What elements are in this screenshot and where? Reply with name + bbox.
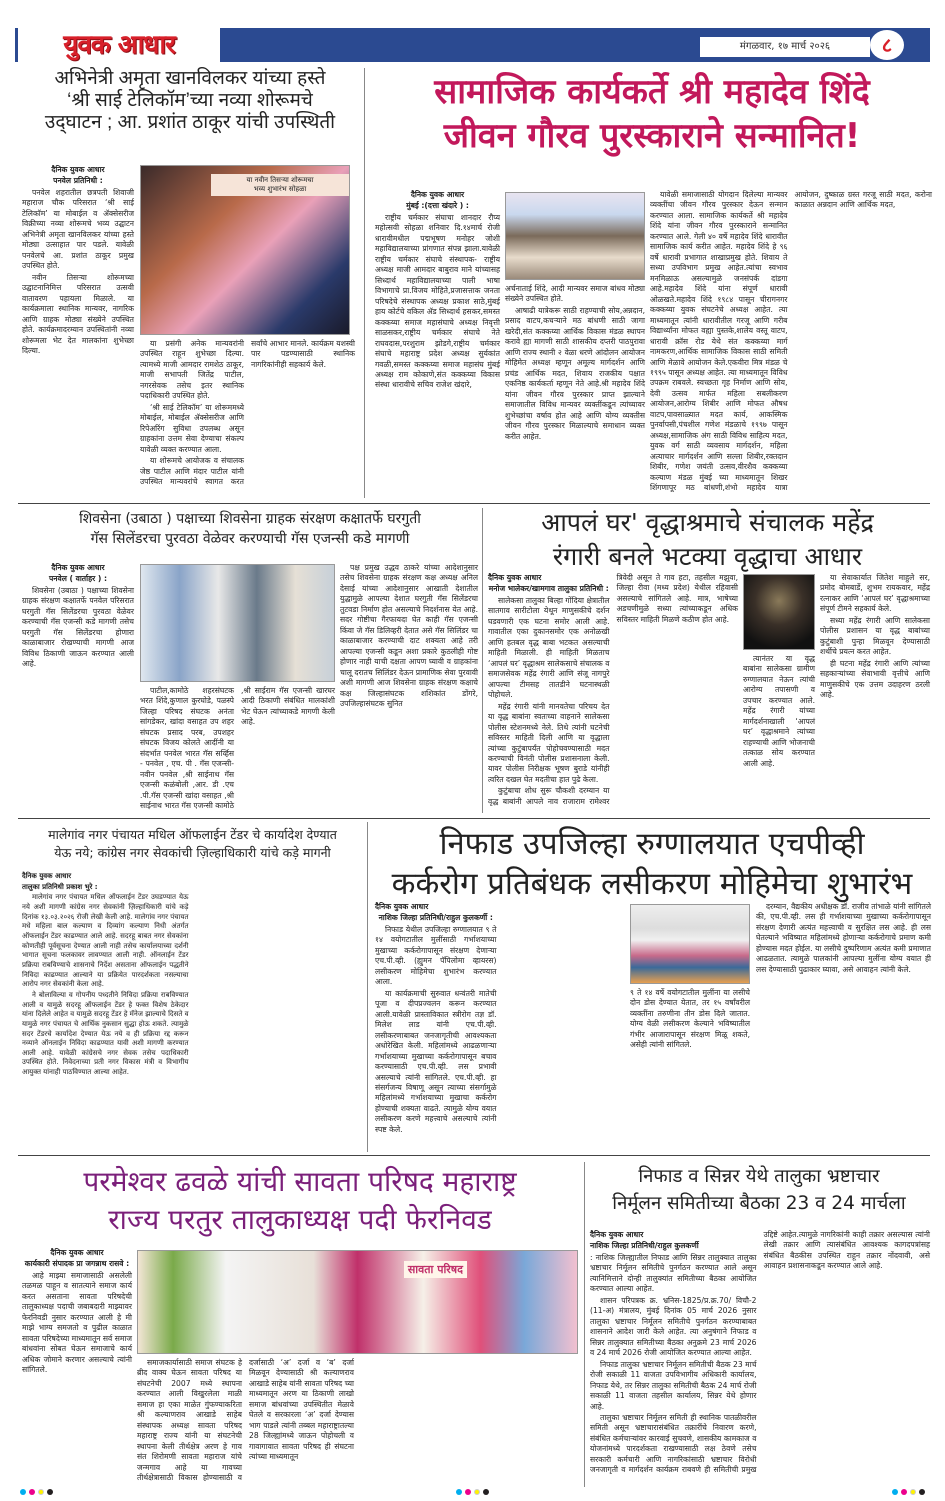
article-3-col1: दैनिक युवक आधार पनवेल ( वार्ताहर ) : शिवसेना (उबाठा ) पक्षाच्या शिवसेना ग्राहक संरक्षण कक्षातर्फे पनवेल परिसरात घरगुती गॅस सिलेंडरचा पुरवठा वेळेवर करण्याची गॅस एजन्सी कडे मागणी तसेच घरगुती गॅस सिलेंडरचा होणारा काळाबाजार रोखण्याची मागणी आज विविध ठिकाणी जाऊन करण्यात आली आहे.: [22, 563, 134, 669]
article-2-headline: सामाजिक कार्यकर्ते श्री महादेव शिंदे जीवन गौरव पुरस्काराने सन्मानित!: [434, 72, 870, 157]
article-3-col2: पाटील,कामोठे शहरसंघटक भरत शिंदे,कुणाल कुरघोडे, पळस्पे जिल्हा परिषद संघटक अनंता सांगडेकर, खांदा वसाहत उप शहर संघटक प्रसाद परब, उपशहर संघटक विजय कोलते आदींनी या संदर्भात पनवेल भारत गॅस सर्व्हिस - पनवेल , एच. पी . गॅस एजन्सी- नवीन पनवेल ,श्री साईनाथ गॅस एजन्सी कळंबोली ,आर. डी .एच .पी.गॅस एजन्सी खांदा वसाहत ,श्री साईनाथ भारत गॅस एजन्सी कामोठे ,श्री साईराम गॅस एजन्सी खारघर आदी ठिकाणी संबंधित मालकांशी भेट घेऊन त्यांच्याकडे मागणी केली आहे.: [140, 686, 335, 811]
article-3-headline: शिवसेना (उबाठा ) पक्षाच्या शिवसेना ग्राहक संरक्षण कक्षातर्फे घरगुती गॅस सिलेंडरचा पुरवठा वेळेवर करण्याची गॅस एजन्सी कडे मागणी: [79, 511, 421, 547]
article-2-col3-4: यावेळी समाजासाठी योगदान दिलेल्या मान्यवर व्यक्तींचा जीवन गौरव पुरस्कार देऊन सन्मान करण्यात आला. सामाजिक कार्यकर्ते श्री महादेव शिंदे यांना जीवन गौरव पुरस्काराने सन्मानित करण्यात आले. गेली ४० वर्षे महादेव शिंदे धारावीत सामाजिक कार्य करीत आहेत. महादेव शिंदे हे ९६ वर्षे धारावी प्रभागात शाखाप्रमुख होते. शिवाय ते सध्या उपविभाग प्रमुख आहेत.त्यांचा स्वभाव मनमिळाऊ असल्यामुळे जनसंपर्क दांडगा आहे.महादेव शिंदे यांना संपूर्ण धारावी ओळखते.महादेव शिंदे १९८४ पासून चीरागनगर कक्कय्या युवक संघटनेचे अध्यक्ष आहेत. त्या माध्यमातून त्यांनी धारावीतील गरजू आणि गरीब विद्यार्थ्यांना मोफत वह्या पुस्तके,शालेय वस्तू वाटप, धारावी क्रॉस रोड येथे संत कक्कय्या मार्ग नामकरण,आर्थिक सामाजिक विकास साठी समिती आणि मेळावे आयोजन केले.एकवीरा मित्र मंडळ चे १९९५ पासून अध्यक्ष आहेत. त्या माध्यमातून विविध उपक्रम राबवले. स्वच्छता गृह निर्माण आणि सोय, देवी उत्सव मार्फत महिला सबलीकरण आयोजन,आरोग्य शिबीर आणि मोफत औषध वाटप,पावसाळ्यात मदत कार्य, आकस्मिक पुनर्वापसी,पंचशील गणेश मंडळाचे १९९७ पासून अध्यक्ष,सामाजिक अंग साठी विविध साहित्य मदत, युवक वर्ग साठी व्यवसाय मार्गदर्शन, महिला अत्याचार मार्गदर्शन आणि सल्ला शिबीर,रक्तदान शिबीर, गणेश जयंती उत्सव,वीरशैव कक्कय्या कल्याण मंडळ मुंबई च्या माध्यमातून शिखर शिंगणापूर मठ बांधणी,शंभो महादेव यात्रा आयोजन, दुष्काळ ग्रस्त गरजू साठी मदत, करोना काळात अन्नदान आणि आर्थिक मदत,: [650, 190, 932, 493]
article-4-col3: त्यानंतर या वृद्ध बाबांना सालेकसा ग्रामीण रुग्णालयात नेऊन त्यांची आरोग्य तपासणी व उपचार करण्यात आले. महेंद्र रंगारी यांच्या मार्गदर्शनाखाली ‘आपलं घर’ वृद्धाश्रमाने त्यांच्या राहण्याची आणि भोजनाची तत्काळ सोय करण्यात आली आहे.: [743, 654, 815, 768]
page-number: ८: [870, 30, 904, 60]
photo-banner-text: या नवीन तिसऱ्या शोरूमचा भव्य शुभारंभ सोहळा: [211, 174, 349, 196]
article-7-cols: समाजकार्यासाठी समाज संघटक हे ब्रीद वाक्य घेऊन सावता परिषद या संघटनेची 2007 मध्ये स्थापना करण्यात आली विखुरलेला माळी समाज हा एका माळेत गुंफण्याकरिता श्री कल्याणराव आखाडे साहेब संस्थापक अध्यक्ष सावता परिषद महाराष्ट्र राज्य यांनी या संघटनेची स्थापना केली तीर्थक्षेत्र अरण हे गाव संत शिरोमणी सावता महाराज यांचे जन्मगाव आहे या गावच्या तीर्थक्षेत्रासाठी विकास होण्यासाठी व दर्जासाठी ‘अ’ दर्जा व ‘ब’ दर्जा मिळवून देण्यासाठी श्री कल्याणराव आखाडे साहेब यांनी सावता परिषद च्या माध्यमातून अरण या ठिकाणी लाखो समाज बांधवांच्या उपस्थितीत मेळावे घेतले व सरकारला ‘अ’ दर्जा देण्यास भाग पाडले त्यांनी तब्बल महाराष्ट्रातल्या 28 जिल्ह्यांमध्ये जाऊन पोहोचली व गावागावात सावता परिषद ही संघटना त्यांच्या माध्यमातून: [137, 1358, 354, 1483]
issue-date: मंगळवार, १७ मार्च २०२६: [700, 37, 870, 57]
column-divider: [584, 1162, 585, 1487]
article-4-headline: आपलं घर' वृद्धाश्रमाचे संचालक महेंद्र रंगारी बनले भटक्या वृद्धाचा आधार: [541, 508, 874, 571]
article-6-photo: [630, 904, 750, 984]
article-1-col1: दैनिक युवक आधार पनवेल प्रतिनिधी : पनवेल शहरातील छत्रपती शिवाजी महाराज चौक परिसरात ‘श्री साई टेलिकॉम’ या मोबाईल व ॲक्सेसरीज विक्रीच्या नव्या शोरूमचे भव्य उद्घाटन अभिनेत्री अमृता खानविलकर यांच्या हस्ते मोठ्या उत्साहात पार पडले. यावेळी पनवेलचे आ. प्रशांत ठाकूर प्रमुख उपस्थित होते. नवीन तिसऱ्या शोरूमच्या उद्घाटनानिमित्त परिसरात उत्सवी वातावरण पहायला मिळाले. या कार्यक्रमाला स्थानिक मान्यवर, नागरिक आणि ग्राहक मोठ्या संख्येने उपस्थित होते. कार्यक्रमादरम्यान उपस्थितांनी नव्या शोरूमला भेट देत मालकांना शुभेच्छा दिल्या.: [22, 165, 134, 355]
article-4-col1-2: दैनिक युवक आधार मनोज भालेकर/खामगाव तालुका प्रतिनिधी : सालेकसा तालुका बिल्हा गोंदिया क्षेत्रातील सातगाव सारीटोला येथून माणुसकीचे दर्शन घडवणारी एक घटना समोर आली आहे. गावातील एका दुकानसमोर एक अनोळखी आणि हतबल वृद्ध बाबा भटकत असल्याची माहिती मिळाली. ही माहिती मिळताच ‘आपलं घर’ वृद्धाश्रम सालेकसाचे संचालक व समाजसेवक महेंद्र रंगारी आणि संजू नागपुरे आपल्या टीमसह तातडीने घटनास्थळी पोहोचले. महेंद्र रंगारी यांनी मानवतेचा परिचय देत या वृद्ध बाबांना स्वतःच्या वाहनाने सालेकसा पोलीस स्टेशनमध्ये नेले. तिथे त्यांनी घटनेची सविस्तर माहिती दिली आणि या वृद्धाला त्यांच्या कुटुंबापर्यंत पोहोचवण्यासाठी मदत करण्याची विनंती पोलीस प्रशासनाला केली. यावर पोलीस निरीक्षक भूषण बुराडे यांनीही त्वरित दखल घेत मदतीचा हात पुढे केला. कुटुंबाचा शोध सुरू चौकशी दरम्यान या वृद्ध बाबांनी आपले नाव राजाराम रामेश्वर त्रिवेदी असून ते गाव हटा, तहसील मझुवा, जिल्हा रीवा (मध्य प्रदेश) येथील रहिवासी असल्याचे सांगितले आहे. मात्र, भाषेच्या अडचणीमुळे सध्या त्यांच्याकडून अधिक सविस्तर माहिती मिळणे कठीण होत आहे.: [488, 573, 738, 806]
article-2-photo: [505, 192, 645, 280]
article-3-col3: पक्ष प्रमुख उद्धव ठाकरे यांच्या आदेशानुसार तसेच शिवसेना ग्राहक संरक्षण कक्ष अध्यक्ष अनिल देसाई यांच्या आदेशानुसार आखाती देशातील युद्धामुळे आपल्या देशात घरगुती गॅस सिलेंडरचा तुटवडा निर्माण होत असल्याचे निदर्शनास येत आहे. सदर गोष्टीचा गैरफायदा घेत काही गॅस एजन्सी किंवा जे गॅस डिलिव्हरी देतात असे गॅस सिलिंडर चा काळाबाजार करण्याची दाट शक्यता आहे तरी आपल्या एजन्सी कडून अशा प्रकारे कुठलीही गोष्ट होणार नाही याची दक्षता आपण घ्यावी व ग्राहकांना चालू दरातच सिलिंडर देऊन प्रामाणिक सेवा पुरवावी अशी मागणी आज शिवसेना ग्राहक संरक्षण कक्षाचे कक्ष जिल्हासंघटक शशिकांत डोंगरे, उपजिल्हासंघटक सुनित: [340, 563, 478, 709]
article-4-photo: [743, 574, 815, 650]
article-7-headline: परमेश्वर ढवळे यांची सावता परिषद महाराष्ट्र राज्य परतुर तालुकाध्यक्ष पदी फेरनिवड: [83, 1165, 517, 1236]
column-divider: [364, 68, 365, 498]
print-color-marks: [20, 1488, 925, 1496]
article-7-col1: दैनिक युवक आधार कार्यकारी संपादक प्रा जगन्नाथ रासवे : आहे माझ्या समाजासाठी असलेली तळमळ पाहून व सातत्याने समाज कार्य करत असताना सावता परिषदेची तालुकाध्यक्ष पदाची जबाबदारी माझ्यावर फेरनिवडी नुसार करण्यात आली हे मी माझे भाग्य समजतो व पुढील काळात सावता परिषदेच्या माध्यमातून सर्व समाज बांधवांना सोबत घेऊन समाजाचे कार्य अधिक जोमाने करणार असल्याचे त्यांनी सांगितले.: [22, 1248, 132, 1375]
article-3-photo: [140, 564, 335, 682]
article-1-photo: [140, 165, 350, 335]
article-1-cols: या प्रसंगी अनेक मान्यवरांनी उपस्थित राहून शुभेच्छा दिल्या. त्यामध्ये माजी आमदार रामशेठ ठाकूर, माजी सभापती जितेंद्र पाटील, नगरसेवक तसेच इतर स्थानिक पदाधिकारी उपस्थित होते. ‘श्री साई टेलिकॉम’ या शोरूममध्ये मोबाईल, मोबाईल ॲक्सेसरीज आणि रिपेअरिंग सुविधा उपलब्ध असून ग्राहकांना उत्तम सेवा देण्याचा संकल्प यावेळी व्यक्त करण्यात आला. या शोरूमचे आयोजक व संचालक जेष्ठ पाटील आणि मंदार पाटील यांनी उपस्थित मान्यवरांचे स्वागत करत सर्वांचे आभार मानले. कार्यक्रम यशस्वी पार पडण्यासाठी स्थानिक नागरिकांनीही सहकार्य केले.: [140, 339, 355, 487]
article-6-col4: दरम्यान, वैद्यकीय अधीक्षक डॉ. राजीव तांभाळे यांनी सांगितले की, एच.पी.व्ही. लस ही गर्भाशयाच्या मुखाच्या कर्करोगापासून संरक्षण देणारी अत्यंत महत्त्वाची व सुरक्षित लस आहे. ही लस घेतल्याने भविष्यात महिलांमध्ये होणाऱ्या कर्करोगाचे प्रमाण कमी होण्यास मदत होईल. या लसीचे दुष्परिणाम अत्यंत कमी प्रमाणात आढळतात. त्यामुळे पालकांनी आपल्या मुलींना योग्य वयात ही लस देण्यासाठी पुढाकार घ्यावा, असे आवाहन त्यांनी केले.: [756, 902, 931, 974]
section-divider: [18, 1155, 930, 1156]
article-2-col2: अर्चनाताई शिंदे, आदी मान्यवर समाज बांधव मोठ्या संख्येने उपस्थित होते. आषाढी यात्रेकरू साठी राहण्याची सोय,अन्नदान, प्रसाद वाटप,कचऱ्याने मठ बांधणी साठी जागा खरेदी,संत कक्कय्या आर्थिक विकास मंडळ स्थापन करावे ह्या मागणी साठी शासकीय दप्तरी पाठपुरावा आणि राज्य स्थानी २ वेळा धरणे आंदोलन आयोजन मोहिमेत अध्यक्ष म्हणून अमूल्य मार्गदर्शन आणि प्रचंड आर्थिक मदत, शिवाय राजकीय पक्षात एकनिष्ठ कार्यकर्ता म्हणून नेते आहे.श्री महादेव शिंदे यांना जीवन गौरव पुरस्कार प्राप्त झाल्याने समाजातील विविध मान्यवर व्यक्तींकडून त्यांच्यावर शुभेच्छांचा वर्षाव होत आहे आणि योग्य व्यक्तीस जीवन गौरव पुरस्कार मिळाल्याचे समाधान व्यक्त करीत आहेत.: [505, 284, 645, 441]
column-divider: [482, 508, 483, 813]
article-6-col1-2: दैनिक युवक आधार नाशिक जिल्हा प्रतिनिधी/राहुल कुलकर्णी : निफाड येथील उपजिल्हा रुग्णालयात ९ ते १४ वयोगटातील मुलींसाठी गर्भाशयाच्या मुखाच्या कर्करोगापासून संरक्षण देणाऱ्या एच.पी.व्ही. (ह्युमन पॅपिलोमा व्हायरस) लसीकरण मोहिमेचा शुभारंभ करण्यात आला. या कार्यक्रमाची सुरुवात धन्वंतरी मातेची पूजा व दीपप्रज्वलन करून करण्यात आली.यावेळी प्रास्ताविकात स्त्रीरोग तज्ञ डॉ. मिलेश लाड यांनी एच.पी.व्ही. लसीकरणाबाबत जनजागृतीची आवश्यकता अधोरेखित केली. महिलांमध्ये आढळणाऱ्या गर्भाशयाच्या मुखाच्या कर्करोगापासून बचाव करण्यासाठी एच.पी.व्ही. लस प्रभावी असल्याचे त्यांनी सांगितले. एच.पी.व्ही. हा संसर्गजन्य विषाणू असून त्याच्या संसर्गामुळे महिलांमध्ये गर्भाशयाच्या मुखाचा कर्करोग होण्याची शक्यता वाढते. त्यामुळे योग्य वयात लसीकरण करणे महत्त्वाचे असल्याचे त्यांनी स्पष्ट केले.: [375, 902, 497, 1134]
article-4-col4: या सेवाकार्यात जितेश माहुले सर, प्रमोद बोमबार्डे, शुभम रायकवार, महेंद्र रत्नाकर आणि ‘आपलं घर’ वृद्धाश्रमाच्या संपूर्ण टीमने सहकार्य केले. सध्या महेंद्र रंगारी आणि सालेकसा पोलीस प्रशासन या वृद्ध बाबांच्या कुटुंबाशी पुन्हा मिळवून देण्यासाठी शर्थीचे प्रयत्न करत आहेत. ही घटना महेंद्र रंगारी आणि त्यांच्या सहकाऱ्यांच्या सेवाभावी वृत्तीचे आणि माणुसकीचे एक उत्तम उदाहरण ठरली आहे.: [820, 573, 930, 700]
article-5-headline: मालेगांव नगर पंचायत मधिल ऑफलाईन टेंडर चे कार्यादेश देण्यात येऊ नये; कांग्रेस नगर सेवकांची ज़िल्हाधिकारी यांचे कड़े मागनी: [48, 827, 337, 861]
article-1-headline: अभिनेत्री अमृता खानविलकर यांच्या हस्ते ‘श्री साई टेलिकॉम’च्या नव्या शोरूमचे उद्‌घाटन ; आ. प्रशांत ठाकूर यांची उपस्थिती: [44, 68, 336, 133]
article-8-body: दैनिक युवक आधार नाशिक जिल्हा प्रतिनिधी/राहुल कुलकर्णी : नाशिक जिल्ह्यातील निफाड आणि सिन्नर तालुक्यात तालुका भ्रष्टाचार निर्मूलन समितीचे पुनर्गठन करण्यात आले असून त्यानिमित्ताने दोन्ही तालुक्यांत समितीच्या बैठका आयोजित करण्यात आल्या आहेत. शासन परिपत्रक क्र. भ्रनिस-1825/प्र.क्र.70/ विचौ-2 (11-अ) मंत्रालय, मुंबई दिनांक 05 मार्च 2026 नुसार तालुका भ्रष्टाचार निर्मूलन समितीचे पुनर्गठन करण्याबाबत शासनाने आदेश जारी केले आहेत. त्या अनुषंगाने निफाड व सिन्नर तालुक्यात समितीच्या बैठका अनुक्रमे 23 मार्च 2026 व 24 मार्च 2026 रोजी आयोजित करण्यात आल्या आहेत. निफाड तालुका भ्रष्टाचार निर्मूलन समितीची बैठक 23 मार्च रोजी सकाळी 11 वाजता उपविभागीय अधिकारी कार्यालय, निफाड येथे, तर सिन्नर तालुका समितीची बैठक 24 मार्च रोजी सकाळी 11 वाजता तहसील कार्यालय, सिन्नर येथे होणार आहे. तालुका भ्रष्टाचार निर्मूलन समिती ही स्थानिक पातळीवरील समिती असून भ्रष्टाचारासंबंधित तक्रारींचे निवारण करणे, संबंधित कर्मचाऱ्यांवर कारवाई सुचवणे, शासकीय कामकाज व योजनांमध्ये पारदर्शकता राखण्यासाठी लक्ष ठेवणे तसेच सरकारी कर्मचारी आणि नागरिकांसाठी भ्रष्टाचार विरोधी जनजागृती व मार्गदर्शन कार्यक्रम राबवणे ही समितीची प्रमुख उद्दिष्टे आहेत.त्यामुळे नागरिकांनी काही तक्रार असल्यास त्यांनी लेखी तक्रार आणि त्यासंबंधित आवश्यक कागदपत्रांसह संबंधित बैठकीस उपस्थित राहून तक्रार नोंदवावी, असे आवाहन प्रशासनाकडून करण्यात आले आहे.: [590, 1230, 930, 1475]
article-2-col1: दैनिक युवक आधार मुंबई :(दत्ता खंदारे ) : राष्ट्रीय चर्मकार संघाचा शानदार रौप्य महोत्सवी सोहळा शनिवार दि.१४मार्च रोजी धारावीमधील पद्मभूषण मनोहर जोशी महाविद्यालयाच्या प्रांगणात संपन्न झाला.यावेळी राष्ट्रीय चर्मकार संघाचे संस्थापक- राष्ट्रीय अध्यक्ष माजी आमदार बाबुराव माने यांच्यासह सिध्दार्थ महाविद्यालयाच्या पाली भाषा विभागाचे प्रा.विजय मोहिते,प्रजासत्ताक जनता परिषदेचे संस्थापक अध्यक्ष प्रकाश साठे,मुंबई हाय कोर्टचे वकिल ॲड सिध्दार्थ हसकर,समस्त कक्कय्या समाज महासंघाचे अध्यक्ष निवृत्ती साळसकर,राष्ट्रीय चर्मकार संघाचे नेते राघवदास,परशुराम झोडगे,राष्ट्रीय चर्मकार संघाचे महाराष्ट्र प्रदेश अध्यक्ष सुर्यकांत गवळी,समस्त कक्कय्या समाज महासंघ मुंबई अध्यक्ष राम कोकाणे,संत कक्कय्या विकास संस्था धारावीचे सचिव राजेश खंदारे,: [375, 190, 500, 390]
article-7-photo: [137, 1250, 578, 1354]
section-divider: [18, 503, 930, 504]
article-5-body: दैनिक युवक आधार तालुका प्रतिनिधी प्रकाश भुरे : मालेगांव नगर पंचायत मधिल ऑफलाईन टेंडर उघडण्यात येऊ नये अशी मागणी कांग्रेस नगर सेवकांनी ज़िल्हाधिकारी यांचे कड़े दिनांक १३.०३.२०२६ रोजी लेखी केली आहे. मालेगांव नगर पंचायत मधे महिला बाल कल्याण व दिव्यांग कल्याण निधी अंतर्गत ऑफलाईन टेंडर काढण्यात आले आहे. सदरहू बाबत नगर सेवकांना कोणतीही पूर्वसूचना देण्यात आली नाही तसेच कार्यालयाच्या दर्शनी भागात सूचना फलकावर लावण्यात आली नाही. ऑनलाईन टेंडर प्रक्रिया राबविण्याचे शासनाचे निर्देश असताना ऑफलाईन पद्धतीने निविदा काढण्यात आल्याने या प्रक्रियेत पारदर्शकता नसल्याचा आरोप नगर सेवकांनी केला आहे. ने बोलाविल्या व गोपनीय पध्दतीने निविदा प्रक्रिया राबविण्यात आली व यामुळे सदरहू ऑफलाईन टेंडर हे फक्त विशेष ठेकेदार यांना दिलेले आहेत व यामुळे सदरहू टेंडर हे मॅनेज झाल्याचे दिसते व यामुळे नगर पंचायत चे आर्थिक नुकसान सुद्धा होऊ शकते. त्यामुळे सदर टेंडरचे कार्यादेश देण्यात येऊ नये व ही प्रक्रिया रद्द करून नव्याने ऑनलाईन निविदा काढण्यात यावी अशी मागणी करण्यात आली आहे. यावेळी कांग्रेसचे नगर सेवक तसेच पदाधिकारी उपस्थित होते. निवेदनाच्या प्रती नगर विकास मंत्री व विभागीय आयुक्त यांनाही पाठविण्यात आल्या आहेत.: [22, 872, 189, 1077]
newspaper-logo: युवक आधार: [18, 28, 220, 62]
photo-banner-text: सावता परिषद: [404, 1261, 467, 1278]
article-8-headline: निफाड व सिन्नर येथे तालुका भ्रष्टाचार निर्मूलन समितीच्या बैठका 23 व 24 मार्चला: [612, 1166, 906, 1214]
article-6-headline: निफाड उपजिल्हा रुग्णालयात एचपीव्ही कर्करोग प्रतिबंधक लसीकरण मोहिमेचा शुभारंभ: [391, 826, 913, 903]
column-divider: [367, 822, 368, 1152]
section-divider: [18, 818, 930, 819]
article-6-col3: ९ ते १४ वर्षे वयोगटातील मुलींना या लसीचे दोन डोस देण्यात येतात, तर १५ वर्षांवरील व्यक्तींना तरुणीना तीन डोस दिले जातात. योग्य वेळी लसीकरण केल्याने भविष्यातील गंभीर आजारापासून संरक्षण मिळू शकते, असेही त्यांनी सांगितले.: [630, 988, 750, 1050]
